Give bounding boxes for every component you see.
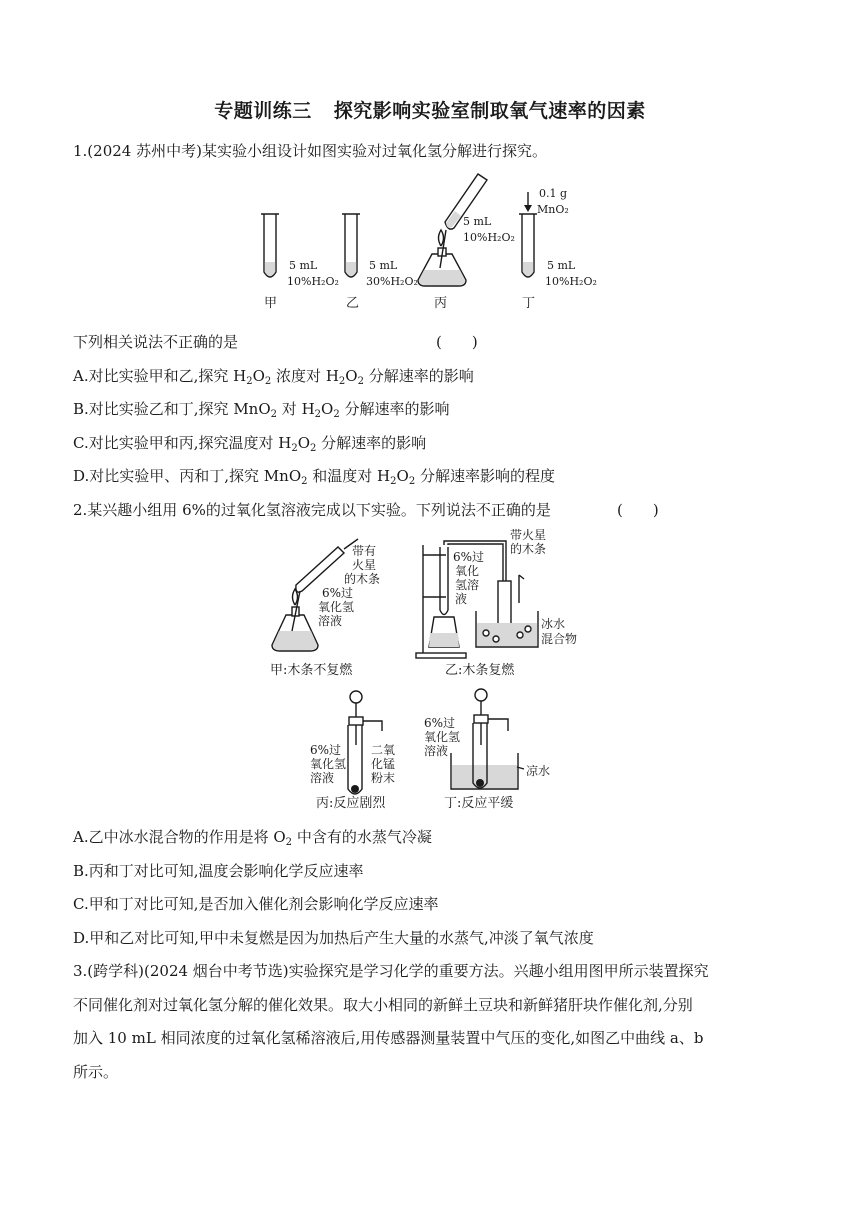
jia-caption: 甲:木条不复燃 bbox=[270, 663, 353, 678]
tube-yi-label: 乙 bbox=[346, 296, 360, 311]
tube-yi-vol: 5 mL bbox=[369, 259, 398, 272]
ding-sol-l3: 溶液 bbox=[424, 744, 449, 758]
tube-ding-added-top: 0.1 g bbox=[539, 187, 568, 200]
ding-sol-l1: 6%过 bbox=[424, 716, 456, 730]
tube-ding bbox=[519, 187, 597, 311]
q2-stem: 2.某兴趣小组用 6%的过氧化氢溶液完成以下实验。下列说法不正确的是 bbox=[73, 501, 551, 519]
apparatus-bing bbox=[310, 691, 395, 811]
title-part-1: 专题训练三 bbox=[214, 100, 312, 122]
bing-sol-l3: 溶液 bbox=[310, 771, 335, 785]
q2-figure bbox=[0, 528, 860, 820]
tube-bing-conc: 10%H₂O₂ bbox=[463, 231, 515, 244]
yi-sol-l1: 6%过 bbox=[453, 550, 485, 564]
ding-caption: 丁:反应平缓 bbox=[444, 796, 514, 811]
yi-stick-l2: 的木条 bbox=[510, 542, 547, 556]
bing-caption: 丙:反应剧烈 bbox=[316, 796, 386, 811]
page-title bbox=[0, 96, 860, 123]
tube-jia-label: 甲 bbox=[264, 296, 278, 311]
apparatus-jia bbox=[270, 539, 380, 678]
apparatus-ding bbox=[424, 689, 550, 811]
q1-option-d[interactable]: D.对比实验甲、丙和丁,探究 MnO$_2$ 和温度对 $H_2O_2$ 分解速率影响的程度 bbox=[73, 467, 555, 487]
title-part-2: 探究影响实验室制取氧气速率的因素 bbox=[333, 100, 646, 122]
jia-sol-l1: 6%过 bbox=[322, 586, 354, 600]
yi-ice-l2: 混合物 bbox=[541, 632, 578, 646]
q2-option-b[interactable]: B.丙和丁对比可知,温度会影响化学反应速率 bbox=[73, 862, 364, 880]
q1-answer-paren: ( ) bbox=[436, 333, 478, 351]
jia-sol-l3: 溶液 bbox=[318, 614, 343, 628]
yi-ice-l1: 冰水 bbox=[541, 617, 566, 631]
q2-answer-paren: ( ) bbox=[617, 501, 659, 519]
q1-option-a[interactable]: A.对比实验甲和乙,探究 $H_2O_2$ 浓度对 $H_2O_2$ 分解速率的影响 bbox=[73, 367, 474, 387]
q3-line-3: 加入 10 mL 相同浓度的过氧化氢稀溶液后,用传感器测量装置中气压的变化,如图乙中曲线 a、b bbox=[73, 1029, 704, 1047]
yi-sol-l2: 氧化 bbox=[455, 564, 480, 578]
q3-line-1: 3.(跨学科)(2024 烟台中考节选)实验探究是学习化学的重要方法。兴趣小组用图甲所示装置探究 bbox=[73, 962, 709, 980]
tube-jia-conc: 10%H₂O₂ bbox=[287, 275, 339, 288]
tube-ding-added-bottom: MnO₂ bbox=[537, 203, 569, 216]
apparatus-yi bbox=[416, 527, 577, 678]
bing-cat-l3: 粉末 bbox=[371, 771, 396, 785]
tube-ding-vol: 5 mL bbox=[547, 259, 576, 272]
q3-line-2: 不同催化剂对过氧化氢分解的催化效果。取大小相同的新鲜土豆块和新鲜猪肝块作催化剂,分别 bbox=[73, 996, 693, 1014]
ding-sol-l2: 氧化氢 bbox=[424, 730, 461, 744]
q2-option-c[interactable]: C.甲和丁对比可知,是否加入催化剂会影响化学反应速率 bbox=[73, 895, 439, 913]
ding-water: 凉水 bbox=[526, 764, 551, 778]
tube-ding-label: 丁 bbox=[522, 296, 536, 311]
tube-bing-vol: 5 mL bbox=[463, 215, 492, 228]
tube-yi-conc: 30%H₂O₂ bbox=[366, 275, 418, 288]
bing-sol-l2: 氧化氢 bbox=[310, 757, 347, 771]
yi-sol-l3: 氢溶 bbox=[455, 578, 480, 592]
q1-figure bbox=[0, 172, 860, 312]
jia-sol-l2: 氧化氢 bbox=[318, 600, 355, 614]
yi-caption: 乙:木条复燃 bbox=[445, 663, 515, 678]
bing-cat-l2: 化锰 bbox=[371, 757, 396, 771]
q1-option-c[interactable]: C.对比实验甲和丙,探究温度对 $H_2O_2$ 分解速率的影响 bbox=[73, 434, 427, 454]
jia-stick-l2: 火星 bbox=[352, 558, 377, 572]
tube-jia bbox=[261, 214, 339, 311]
q1-option-b[interactable]: B.对比实验乙和丁,探究 MnO$_2$ 对 $H_2O_2$ 分解速率的影响 bbox=[73, 400, 450, 420]
q1-stem: 1.(2024 苏州中考)某实验小组设计如图实验对过氧化氢分解进行探究。 bbox=[73, 142, 547, 160]
jia-stick-l3: 的木条 bbox=[344, 572, 381, 586]
jia-stick-l1: 带有 bbox=[352, 544, 377, 558]
tube-bing-label: 丙 bbox=[434, 296, 448, 311]
tube-jia-vol: 5 mL bbox=[289, 259, 318, 272]
q2-option-a[interactable]: A.乙中冰水混合物的作用是将 $O_2$ 中含有的水蒸气冷凝 bbox=[73, 828, 432, 848]
q1-prompt: 下列相关说法不正确的是 bbox=[73, 333, 239, 351]
q2-option-d[interactable]: D.甲和乙对比可知,甲中未复燃是因为加热后产生大量的水蒸气,冲淡了氧气浓度 bbox=[73, 929, 594, 947]
tube-ding-conc: 10%H₂O₂ bbox=[545, 275, 597, 288]
tube-bing bbox=[418, 174, 515, 311]
bing-sol-l1: 6%过 bbox=[310, 743, 342, 757]
yi-stick-l1: 带火星 bbox=[510, 528, 547, 542]
q3-line-4: 所示。 bbox=[73, 1063, 119, 1081]
tube-yi bbox=[342, 214, 418, 311]
yi-sol-l4: 液 bbox=[455, 592, 468, 606]
bing-cat-l1: 二氧 bbox=[371, 743, 396, 757]
